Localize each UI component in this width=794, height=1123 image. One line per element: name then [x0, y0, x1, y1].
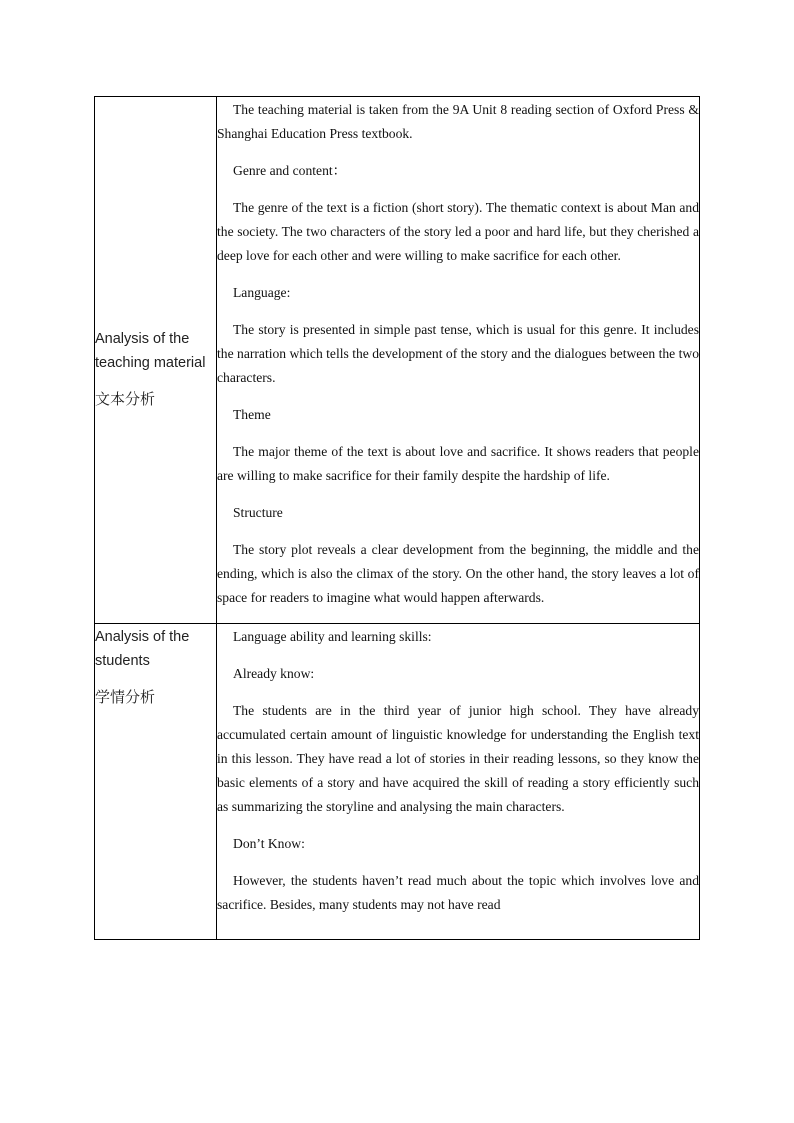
language-paragraph: The story is presented in simple past tense, which is usual for this genre. It includes the narration which tells the development of the story and the dialogues between the two characters.: [217, 322, 699, 385]
theme-paragraph: The major theme of the text is about love and sacrifice. It shows readers that people are willing to make sacrifice for their family despite the hardship of life.: [217, 444, 699, 483]
language-heading: Language:: [233, 285, 291, 300]
intro-paragraph: The teaching material is taken from the 9A Unit 8 reading section of Oxford Press & Shanghai Education Press textbook.: [217, 102, 699, 141]
genre-paragraph: The genre of the text is a fiction (short story). The thematic context is about Man and the society. The two characters of the story led a poor and hard life, but they cherished a deep love for each other and were willing to make sacrifice for each other.: [217, 200, 699, 263]
students-label-zh: 学情分析: [95, 688, 156, 706]
genre-heading: Genre and content：: [233, 163, 347, 178]
structure-paragraph: The story plot reveals a clear development from the beginning, the middle and the ending, which is also the climax of the story. On the other hand, the story leaves a lot of space for readers to imagine what would happen afterwards.: [217, 542, 699, 605]
teaching-material-row: [95, 97, 700, 624]
students-label: Analysis of the students: [95, 629, 190, 669]
dont-know-paragraph: However, the students haven’t read much about the topic which involves love and sacrifice. Besides, many students may not have read: [217, 873, 699, 912]
teaching-material-label-cell: [95, 97, 217, 624]
structure-heading: Structure: [233, 505, 283, 520]
lesson-analysis-table: [94, 96, 700, 940]
teaching-material-content: [217, 97, 700, 624]
skills-heading: Language ability and learning skills:: [233, 629, 432, 644]
teaching-material-label: Analysis of the teaching material: [95, 331, 206, 371]
teaching-material-label-zh: 文本分析: [95, 390, 156, 408]
dont-know-heading: Don’t Know:: [233, 836, 305, 851]
students-content: [217, 624, 700, 940]
already-know-heading: Already know:: [233, 666, 315, 681]
students-label-cell: [95, 624, 217, 940]
already-know-paragraph: The students are in the third year of junior high school. They have already accumulated certain amount of linguistic knowledge for understanding the English text in this lesson. They have read a lot of stories in their reading lessons, so they know the basic elements of a story and have acquired the skill of reading a story efficiently such as summarizing the storyline and analysing the main characters.: [217, 703, 699, 814]
students-row: [95, 624, 700, 940]
theme-heading: Theme: [233, 407, 271, 422]
